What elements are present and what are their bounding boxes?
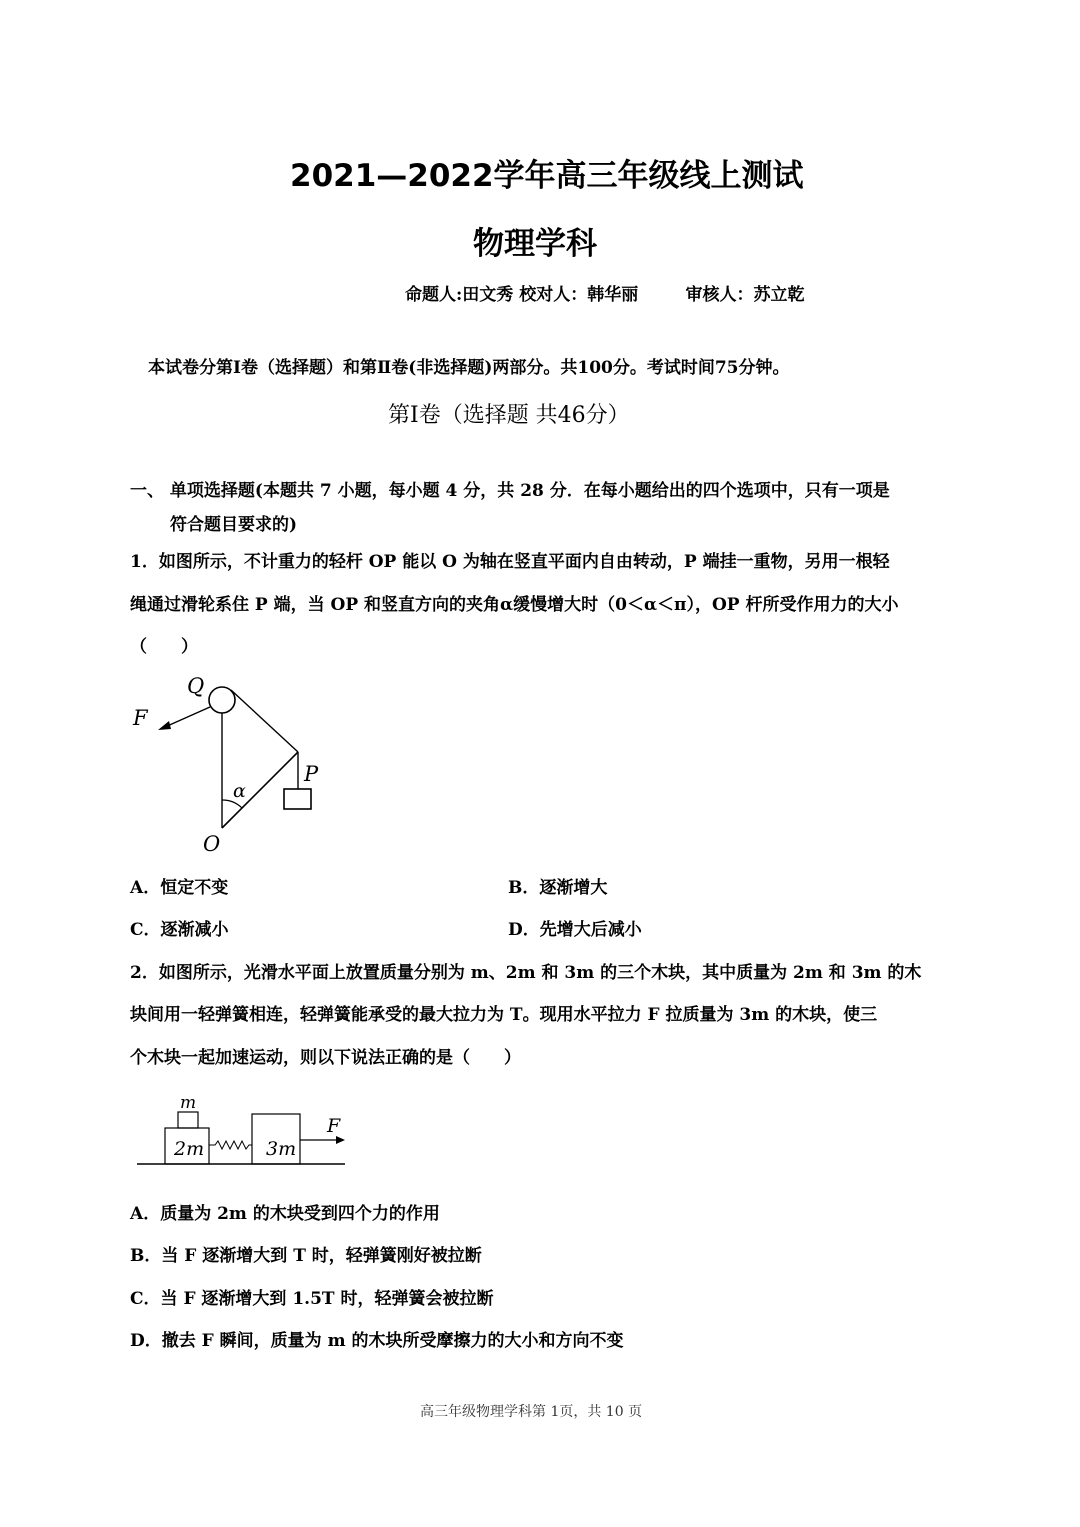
q2-text-line1: 2．如图所示，光滑水平面上放置质量分别为 m、2m 和 3m 的三个木块，其中质量为 2m 和 3m 的木 <box>130 963 922 983</box>
q1-option-d: D．先增大后减小 <box>508 920 642 940</box>
block-m <box>178 1112 198 1128</box>
q1-option-a: A．恒定不变 <box>130 878 229 898</box>
q2-option-a: A．质量为 2m 的木块受到四个力的作用 <box>130 1204 440 1224</box>
q2-option-d: D．撤去 F 瞬间，质量为 m 的木块所受摩擦力的大小和方向不变 <box>130 1331 624 1351</box>
spring-icon <box>209 1141 252 1149</box>
q2-blocks-figure <box>135 1085 355 1170</box>
q1-text-line1: 1．如图所示，不计重力的轻杆 OP 能以 O 为轴在竖直平面内自由转动，P 端挂一重物，另用一根轻 <box>130 552 890 572</box>
exam-title: 2021—2022学年高三年级线上测试 <box>290 158 804 194</box>
force-arrow-icon <box>158 721 171 730</box>
q2-option-b: B．当 F 逐渐增大到 T 时，轻弹簧刚好被拉断 <box>130 1246 482 1266</box>
label-2m: 2m <box>174 1138 205 1160</box>
label-f: F <box>327 1115 341 1137</box>
part1-heading-line2: 符合题目要求的) <box>170 515 298 535</box>
page-footer: 高三年级物理学科第 1页，共 10 页 <box>420 1404 643 1420</box>
section-title: 第Ⅰ卷（选择题 共46分） <box>388 403 630 428</box>
force-arrow-icon <box>336 1136 345 1144</box>
q1-text-line2: 绳通过滑轮系住 P 端，当 OP 和竖直方向的夹角α缓慢增大时（0＜α＜π），OP 杆所受作用力的大小 <box>130 595 899 615</box>
label-p: P <box>304 762 319 786</box>
label-f: F <box>133 706 148 730</box>
q1-pulley-figure <box>125 665 335 860</box>
label-q: Q <box>187 674 205 698</box>
q1-text-line3: （ ） <box>130 637 198 657</box>
q2-text-line3: 个木块一起加速运动，则以下说法正确的是（ ） <box>130 1048 521 1068</box>
intro-text: 本试卷分第Ⅰ卷（选择题）和第Ⅱ卷(非选择题)两部分。共100分。考试时间75分钟。 <box>148 358 790 378</box>
q2-text-line2: 块间用一轻弹簧相连，轻弹簧能承受的最大拉力为 T。现用水平拉力 F 拉质量为 3m 的木块，使三 <box>130 1005 878 1025</box>
label-o: O <box>203 832 221 856</box>
q2-option-c: C．当 F 逐渐增大到 1.5T 时，轻弹簧会被拉断 <box>130 1289 494 1309</box>
q1-option-b: B．逐渐增大 <box>508 878 608 898</box>
label-3m: 3m <box>266 1138 297 1160</box>
subject-title: 物理学科 <box>473 226 597 262</box>
authors-line: 命题人:田文秀 校对人：韩华丽 审核人：苏立乾 <box>405 285 805 305</box>
weight-block <box>284 789 311 809</box>
label-alpha: α <box>233 780 246 802</box>
part1-heading-line1: 一、 单项选择题(本题共 7 小题，每小题 4 分，共 28 分．在每小题给出的四个选项中，只有一项是 <box>130 481 890 501</box>
q1-option-c: C．逐渐减小 <box>130 920 229 940</box>
label-m: m <box>180 1093 197 1113</box>
